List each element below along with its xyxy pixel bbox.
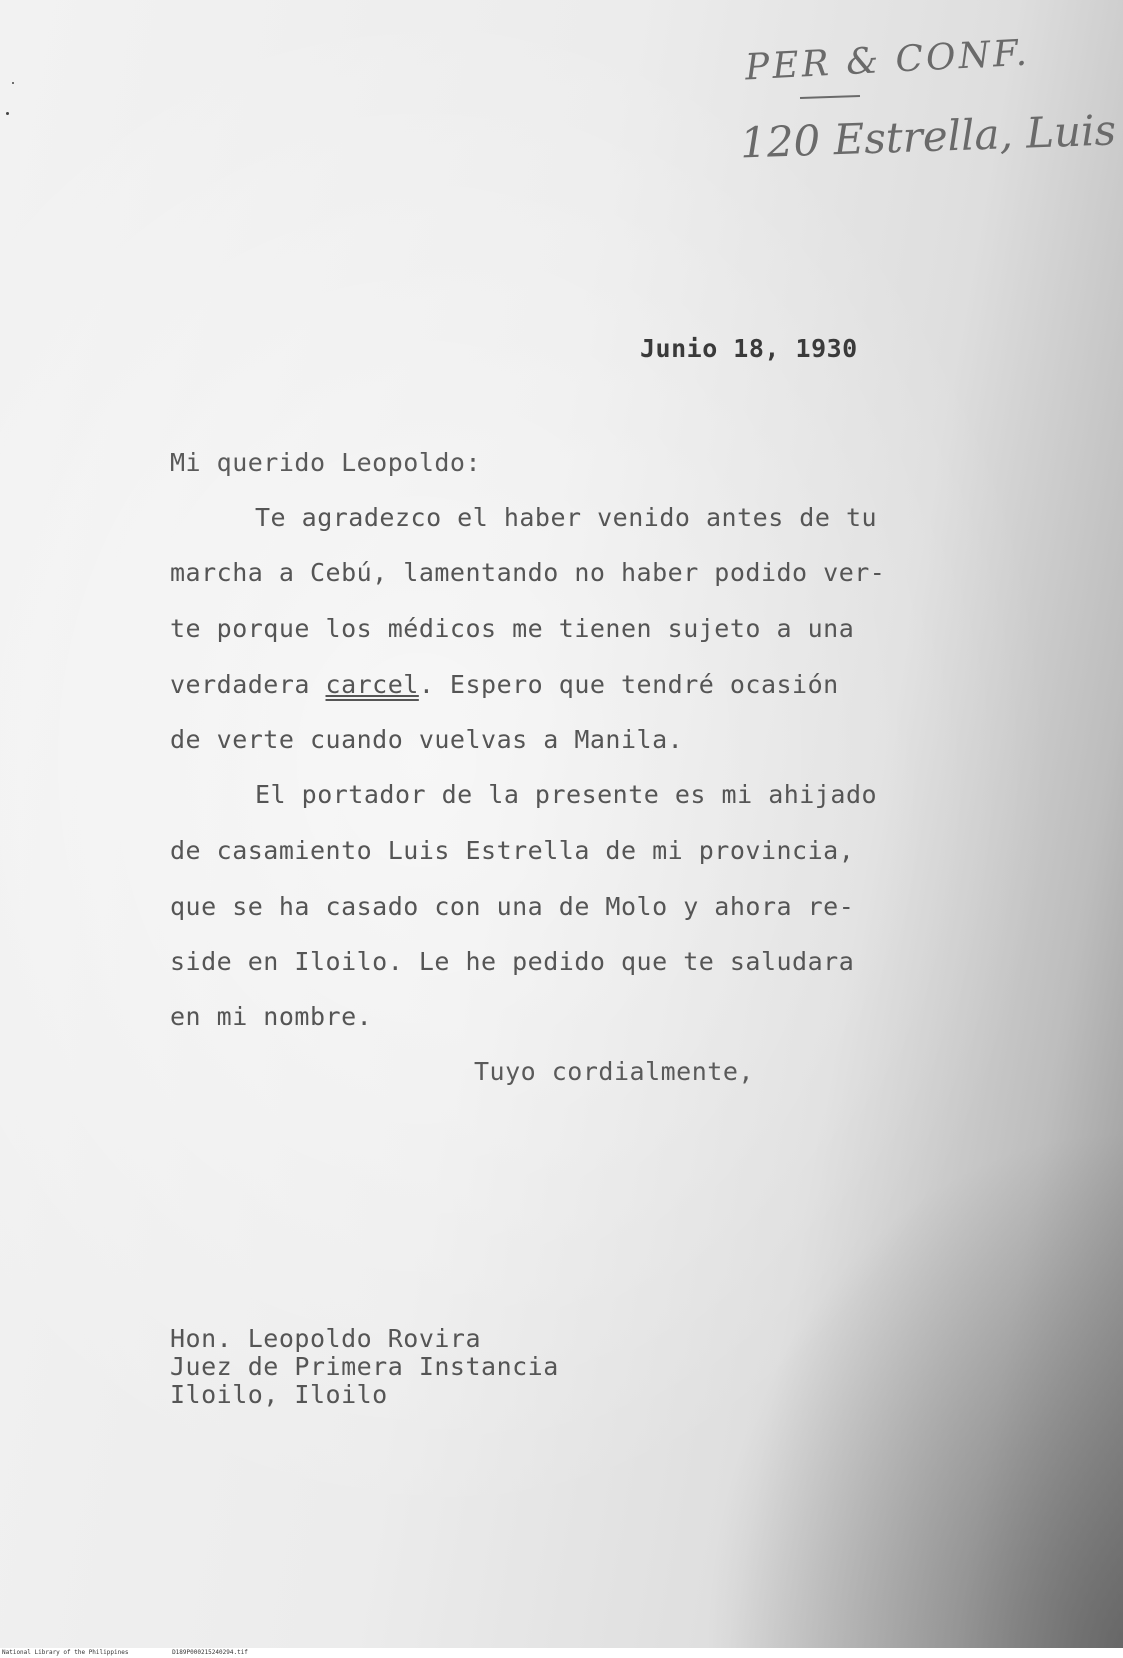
body-line-4-end: . Espero que tendré ocasión [418,670,839,699]
scan-footer [0,1648,1123,1658]
letter-date: Junio 18, 1930 [640,334,858,363]
handwritten-annotation-line1: PER & CONF. [744,32,1031,89]
body-line-9: side en Iloilo. Le he pedido que te saludara [170,947,855,976]
footer-library: National Library of the Philippines [2,1649,129,1656]
handwritten-annotation-line2: 120 Estrella, Luis [739,105,1117,168]
body-line-2: marcha a Cebú, lamentando no haber podido ver- [170,558,886,587]
body-line-1: Te agradezco el haber venido antes de tu [255,503,878,532]
body-line-7: de casamiento Luis Estrella de mi provincia, [170,836,855,865]
body-line-5: de verte cuando vuelvas a Manila. [170,725,684,754]
body-line-3: te porque los médicos me tienen sujeto a una [170,614,855,643]
speck-mark [12,82,14,84]
body-line-6: El portador de la presente es mi ahijado [255,780,878,809]
speck-mark [6,112,9,115]
handwritten-underline [800,95,860,99]
letter-closing: Tuyo cordialmente, [474,1057,754,1086]
body-line-4 [170,670,839,699]
body-line-4-start: verdadera [170,670,326,699]
footer-file-id: D189P000215240294.tif [172,1649,248,1656]
body-line-10: en mi nombre. [170,1002,373,1031]
underlined-word: carcel [325,670,419,699]
body-line-8: que se ha casado con una de Molo y ahora re- [170,892,855,921]
address-line-3: Iloilo, Iloilo [170,1380,388,1409]
letter-salutation: Mi querido Leopoldo: [170,448,482,477]
address-line-2: Juez de Primera Instancia [170,1352,559,1381]
address-line-1: Hon. Leopoldo Rovira [170,1324,482,1353]
